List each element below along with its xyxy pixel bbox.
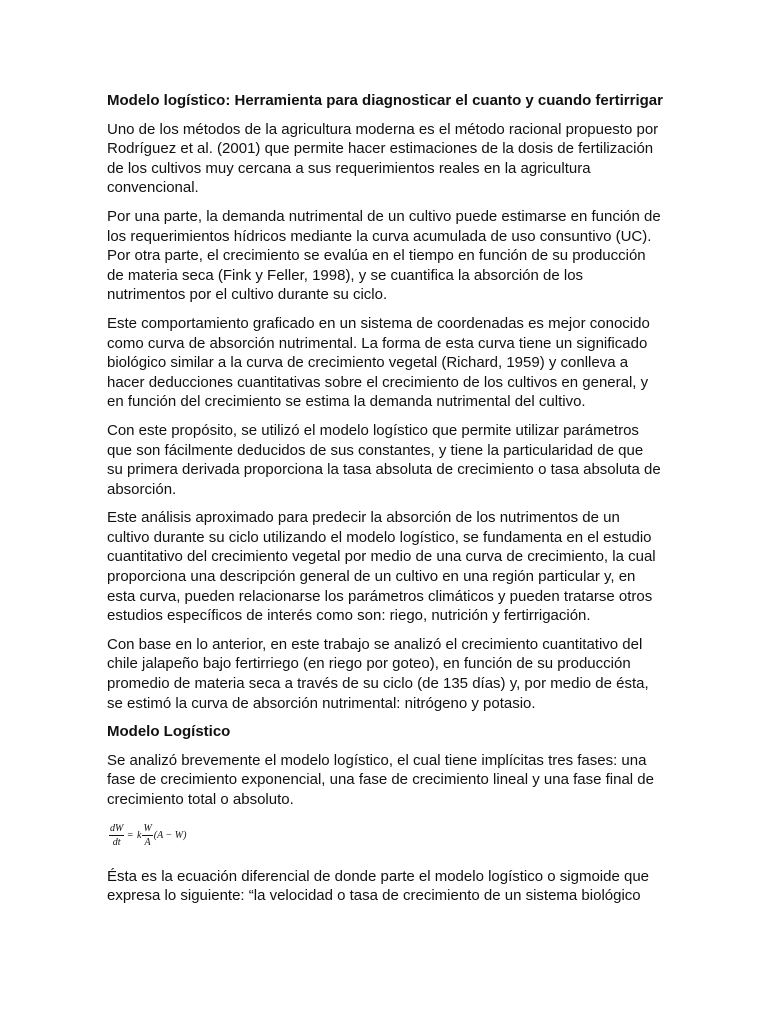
ratio-denominator: A xyxy=(144,837,151,849)
document-title: Modelo logístico: Herramienta para diagnosticar el cuanto y cuando fertirrigar xyxy=(107,92,663,109)
paragraph-metodo-racional: Uno de los métodos de la agricultura moderna es el método racional propuesto por Rodríguez et al. (2001) que permite hacer estimaciones de la dosis de fertilización de los cultivos muy cercana a sus requerimientos reales en la agricultura convencional. xyxy=(107,120,659,197)
paragraph-demanda-nutrimental: Por una parte, la demanda nutrimental de un cultivo puede estimarse en función de los requerimientos hídricos mediante la curva acumulada de uso consuntivo (UC). Por otra parte, el crecimiento se evalúa en el tiempo en función de su producción de materia seca (Fink y Feller, 1998), y se cuantifica la absorción de los nutrimentos por el cultivo durante su ciclo. xyxy=(107,207,661,304)
paragraph-analisis-aproximado: Este análisis aproximado para predecir la absorción de los nutrimentos de un cultivo durante su ciclo utilizando el modelo logístico, se fundamenta en el estudio cuantitativo del crecimiento vegetal por medio de una curva de crecimiento, la cual proporciona una descripción general de un cultivo en una región particular y, en esta curva, pueden relacionarse los parámetros climáticos y pueden tratarse otros estudios específicos de interés como son: riego, nutrición y fertirrigación. xyxy=(107,509,656,625)
derivative-numerator: dW xyxy=(110,823,124,835)
paragraph-proposito: Con este propósito, se utilizó el modelo logístico que permite utilizar parámetros que son fácilmente deducidos de sus constantes, y tiene la particularidad de que su primera derivada proporciona la tasa absoluta de crecimiento o tasa absoluta de absorción. xyxy=(107,421,661,498)
logistic-equation xyxy=(109,819,663,853)
paragraph-chile-jalapeno: Con base en lo anterior, en este trabajo se analizó el crecimiento cuantitativo del chile jalapeño bajo fertirriego (en riego por goteo), en función de su producción promedio de materia seca a través de su ciclo (de 135 días) y, por medio de ésta, se estimó la curva de absorción nutrimental: nitrógeno y potasio. xyxy=(107,635,649,712)
constant-k: k xyxy=(136,829,142,841)
derivative-fraction xyxy=(109,823,124,848)
paragraph-ecuacion-diferencial: Ésta es la ecuación diferencial de donde parte el modelo logístico o sigmoide que expresa lo siguiente: “la velocidad o tasa de crecimiento de un sistema biológico xyxy=(107,867,650,905)
equals-sign: = xyxy=(127,829,133,841)
ratio-fraction xyxy=(142,823,152,848)
section-heading: Modelo Logístico xyxy=(107,723,231,741)
paragraph-tres-fases: Se analizó brevemente el modelo logístico, el cual tiene implícitas tres fases: una fase de crecimiento exponencial, una fase de crecimiento lineal y una fase final de crecimiento total o absoluto. xyxy=(107,751,654,808)
ratio-numerator: W xyxy=(143,823,152,835)
document-page xyxy=(107,91,663,915)
parenthetical-term: (A − W) xyxy=(153,829,187,841)
derivative-denominator: dt xyxy=(112,837,121,849)
paragraph-curva-absorcion: Este comportamiento graficado en un sistema de coordenadas es mejor conocido como curva de absorción nutrimental. La forma de esta curva tiene un significado biológico similar a la curva de crecimiento vegetal (Richard, 1959) y conlleva a hacer deducciones cuantitativas sobre el crecimiento de los cultivos en general, y en función del crecimiento se estima la demanda nutrimental del cultivo. xyxy=(107,314,650,411)
